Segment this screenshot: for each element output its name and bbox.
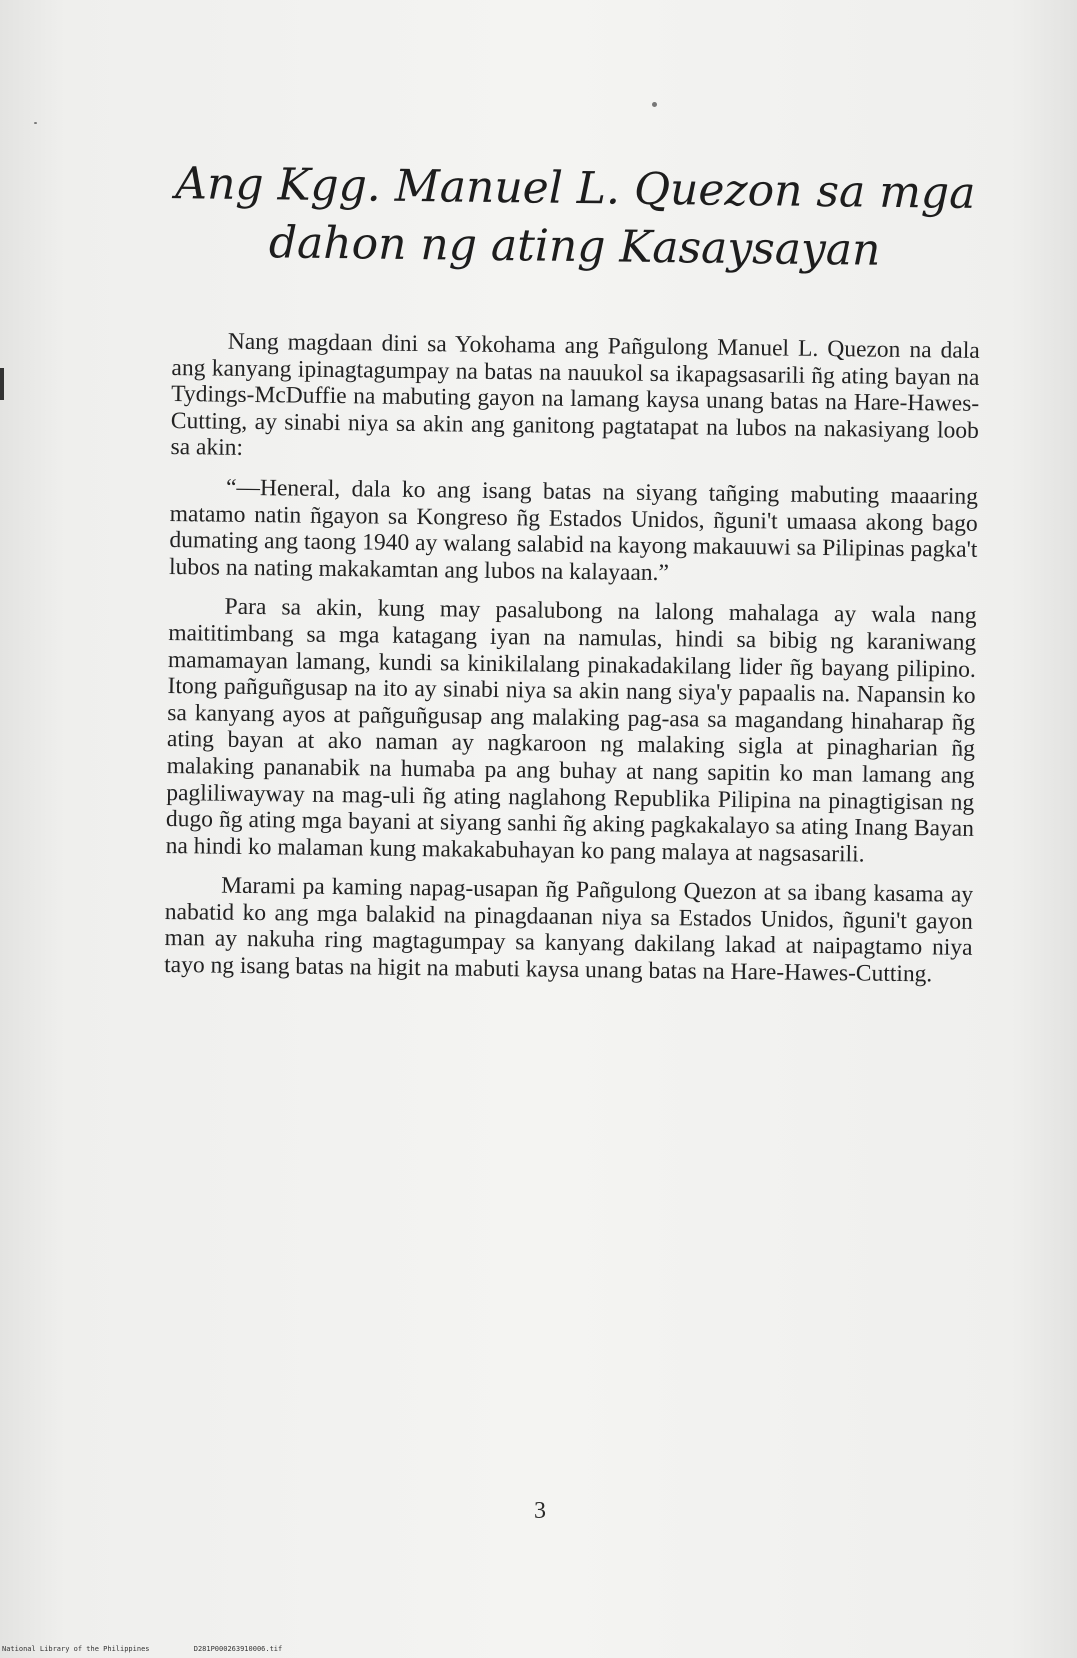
footer-file: D281P000263910006.tif	[193, 1645, 283, 1653]
paragraph: Nang magdaan dini sa Yokohama ang Pañgulong Manuel L. Quezon na dala ang kanyang ipinagtagumpay na batas na nauukol sa ikapagsasarili ñg ating bayan na Tydings-McDuffie na mabuting gayon na lamang kaysa unang batas na Hare-Hawes-Cutting, ay sinabi niya sa akin ang ganitong pagtatapat na lubos na nakasiyang loob sa akin:	[170, 328, 980, 462]
paragraph: Para sa akin, kung may pasalubong na lalong mahalaga ay wala nang maititimbang sa mga katagang iyan na namulas, hindi sa bibig ng karaniwang mamamayan lamang, kundi sa kinikilalang pinakadakilang lider ñg bayang pilipino. Itong pañguñgusap na ito ay sinabi niya sa akin nang siya'y papaalis na. Napansin ko sa kanyang ayos at pañguñgusap ang malaking pag-asa sa magandang hinaharap ñg ating bayan at ako naman ay nagkaroon ng malaking sigla at pinagharian ñg malaking pananabik na humaba pa ang buhay at nang sapitin ko man lamang ang pagliliwayway na mag-uli ñg ating naglahong Republika Pilipina na pinagtigisan ng dugo ñg ating mga bayani at siyang sanhi ñg aking pagkakalayo sa ating Inang Bayan na hindi ko malaman kung makakabuhayan ko pang malaya at nagsasarili.	[165, 594, 977, 868]
title-line-2: dahon ng ating Kasaysayan	[268, 217, 881, 276]
page-title	[149, 155, 1000, 281]
page-number: 3	[534, 1498, 546, 1524]
paragraph: “—Heneral, dala ko ang isang batas na siyang tañging mabuting maaaring matamo natin ñgayon sa Kongreso ñg Estados Unidos, ñguni't umaasa akong bago dumating ang taong 1940 ay walang salabid na kayong makauuwi sa Pilipinas pagka't lubos na nating makakamtan ang lubos na kalayaan.”	[168, 474, 979, 586]
scan-speck	[34, 122, 37, 124]
body-text	[164, 328, 980, 1001]
scan-speck	[652, 102, 657, 107]
paragraph: Marami pa kaming napag-usapan ñg Pañgulong Quezon at sa ibang kasama ay nabatid ko ang mga balakid na pinagdaanan niya sa Estados Unidos, ñguni't gayon man ay nakuha ring magtagumpay sa kanyang dakilang lakad at naipagtamo niya tayo ng isang batas na higit na mabuti kaysa unang batas na Hare-Hawes-Cutting.	[164, 872, 974, 988]
scan-edge-mark	[0, 368, 4, 400]
scan-footer	[2, 1645, 322, 1653]
footer-library: National Library of the Philippines	[2, 1645, 150, 1653]
title-line-1: Ang Kgg. Manuel L. Quezon sa mga	[175, 158, 976, 219]
